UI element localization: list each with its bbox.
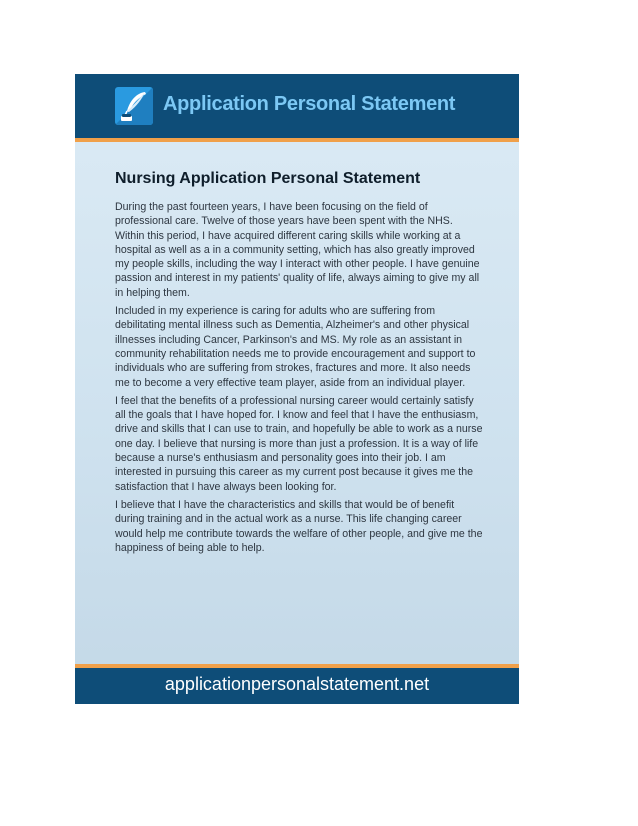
header-title: Application Personal Statement bbox=[163, 93, 456, 115]
paragraph: I feel that the benefits of a professional nursing career would certainly satisfy all the goals that I have hoped for. I know and feel that I have the enthusiasm, drive and skills that I can use to train, and hopefully be able to work as a nurse one day. I believe that nursing is more than just a profession. It is a way of life because a nurse's enthusiasm and personality goes into their job. I am interested in pursuing this career as my current post because it gives me the satisfaction that I have always been looking for. bbox=[115, 394, 483, 493]
quill-pen-icon bbox=[115, 87, 153, 125]
document-body bbox=[115, 170, 485, 559]
footer-url: applicationpersonalstatement.net bbox=[164, 674, 430, 694]
footer-banner bbox=[75, 664, 519, 704]
paragraph: I believe that I have the characteristics and skills that would be of benefit during training and in the actual work as a nurse. This life changing career would help me contribute towards the welfare of other people, and give me the happiness of being able to help. bbox=[115, 498, 483, 554]
statement-card bbox=[75, 74, 519, 704]
paragraph: Included in my experience is caring for adults who are suffering from debilitating mental illness such as Dementia, Alzheimer's and other physical illnesses including Cancer, Parkinson's and MS. My role as an assistant in community rehabilitation needs me to provide encouragement and support to individuals who are suffering from strokes, fractures and more. It also needs me to become a very effective team player, aside from an individual player. bbox=[115, 305, 476, 389]
paragraph: During the past fourteen years, I have been focusing on the field of professional care. Twelve of those years have been spent with the NHS. Within this period, I have acquired different caring skills while working at a hospital as well as a in a community setting, which has also greatly improved my people skills, including the way I interact with other people. I have genuine passion and interest in my patients' quality of life, always aiming to give my all in helping them. bbox=[115, 201, 480, 299]
header-banner bbox=[75, 74, 519, 142]
document-title: Nursing Application Personal Statement bbox=[115, 170, 421, 187]
